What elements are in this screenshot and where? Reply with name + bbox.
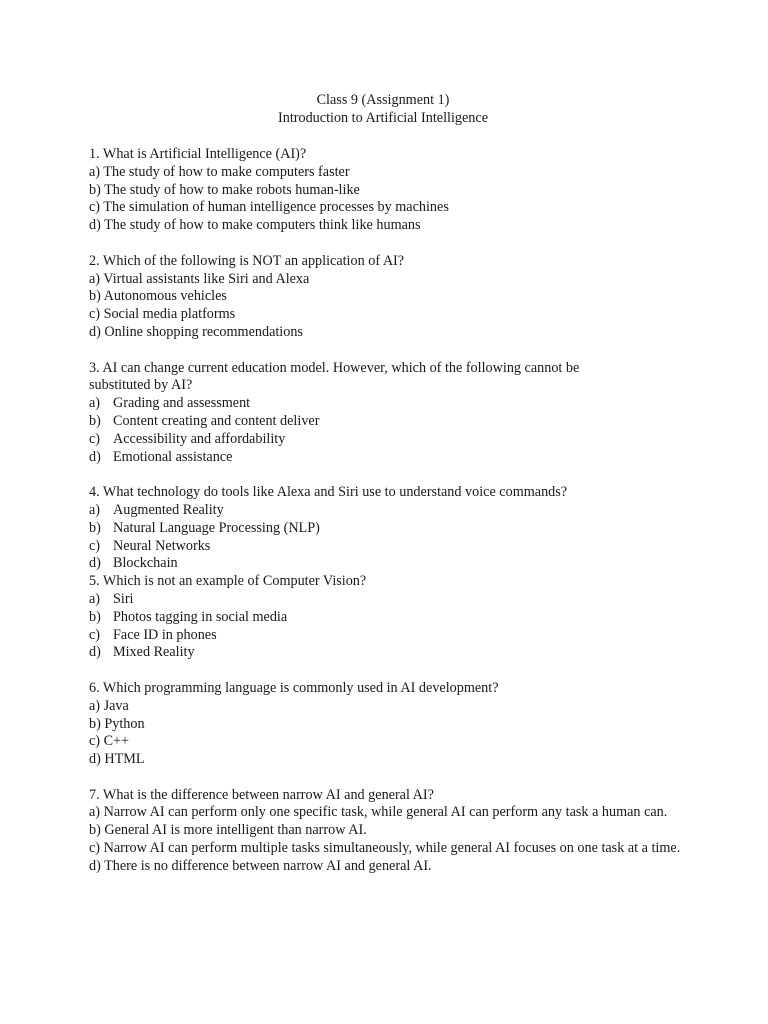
option-d: d) The study of how to make computers think like humans [89, 217, 421, 234]
option-d: d) Emotional assistance [89, 448, 233, 465]
option-c: c) Neural Networks [89, 537, 211, 554]
option-b: b) Autonomous vehicles [89, 288, 227, 305]
document-header [89, 92, 677, 128]
question-text: 6. Which programming language is commonly used in AI development? [89, 679, 499, 696]
question-2 [89, 253, 689, 342]
option-b: b) Content creating and content deliver [89, 412, 320, 429]
question-text: 1. What is Artificial Intelligence (AI)? [89, 146, 307, 162]
option-c: c) Accessibility and affordability [89, 430, 286, 447]
question-6 [89, 680, 689, 769]
option-c: c) Social media platforms [89, 306, 236, 323]
option-b: b) General AI is more intelligent than narrow AI. [89, 822, 367, 839]
option-a: a) Virtual assistants like Siri and Alexa [89, 270, 310, 287]
option-a: a) Grading and assessment [89, 395, 251, 412]
option-c: c) C++ [89, 733, 130, 750]
option-c: c) Face ID in phones [89, 626, 217, 643]
option-d: d) HTML [89, 751, 145, 768]
option-b: b) The study of how to make robots human-like [89, 181, 360, 198]
question-5 [89, 573, 689, 662]
option-a: a) Java [89, 697, 129, 714]
question-3 [89, 360, 689, 467]
option-c: c) The simulation of human intelligence processes by machines [89, 199, 449, 216]
question-7 [89, 787, 689, 876]
option-b: b) Natural Language Processing (NLP) [89, 519, 320, 536]
question-1 [89, 146, 689, 235]
question-text: 4. What technology do tools like Alexa and Siri use to understand voice commands? [89, 484, 568, 501]
option-c: c) Narrow AI can perform multiple tasks simultaneously, while general AI focuses on one task at a time. [89, 840, 681, 857]
option-d: d) Blockchain [89, 555, 178, 572]
option-a: a) The study of how to make computers faster [89, 163, 350, 180]
option-b: b) Photos tagging in social media [89, 608, 288, 625]
question-text: 5. Which is not an example of Computer Vision? [89, 573, 367, 590]
question-text: 3. AI can change current education model. However, which of the following cannot be substituted by AI? [89, 359, 580, 394]
option-d: d) Mixed Reality [89, 644, 195, 661]
option-a: a) Siri [89, 590, 134, 607]
option-a: a) Augmented Reality [89, 501, 224, 518]
option-b: b) Python [89, 715, 145, 732]
class-title: Class 9 (Assignment 1) [316, 92, 450, 108]
question-4 [89, 484, 689, 573]
option-a: a) Narrow AI can perform only one specific task, while general AI can perform any task a human can. [89, 804, 668, 821]
option-d: d) There is no difference between narrow AI and general AI. [89, 857, 432, 874]
assignment-page [89, 92, 689, 876]
subject-title: Introduction to Artificial Intelligence [278, 110, 488, 126]
question-text: 7. What is the difference between narrow AI and general AI? [89, 786, 434, 803]
option-d: d) Online shopping recommendations [89, 323, 303, 340]
question-text: 2. Which of the following is NOT an application of AI? [89, 252, 405, 269]
